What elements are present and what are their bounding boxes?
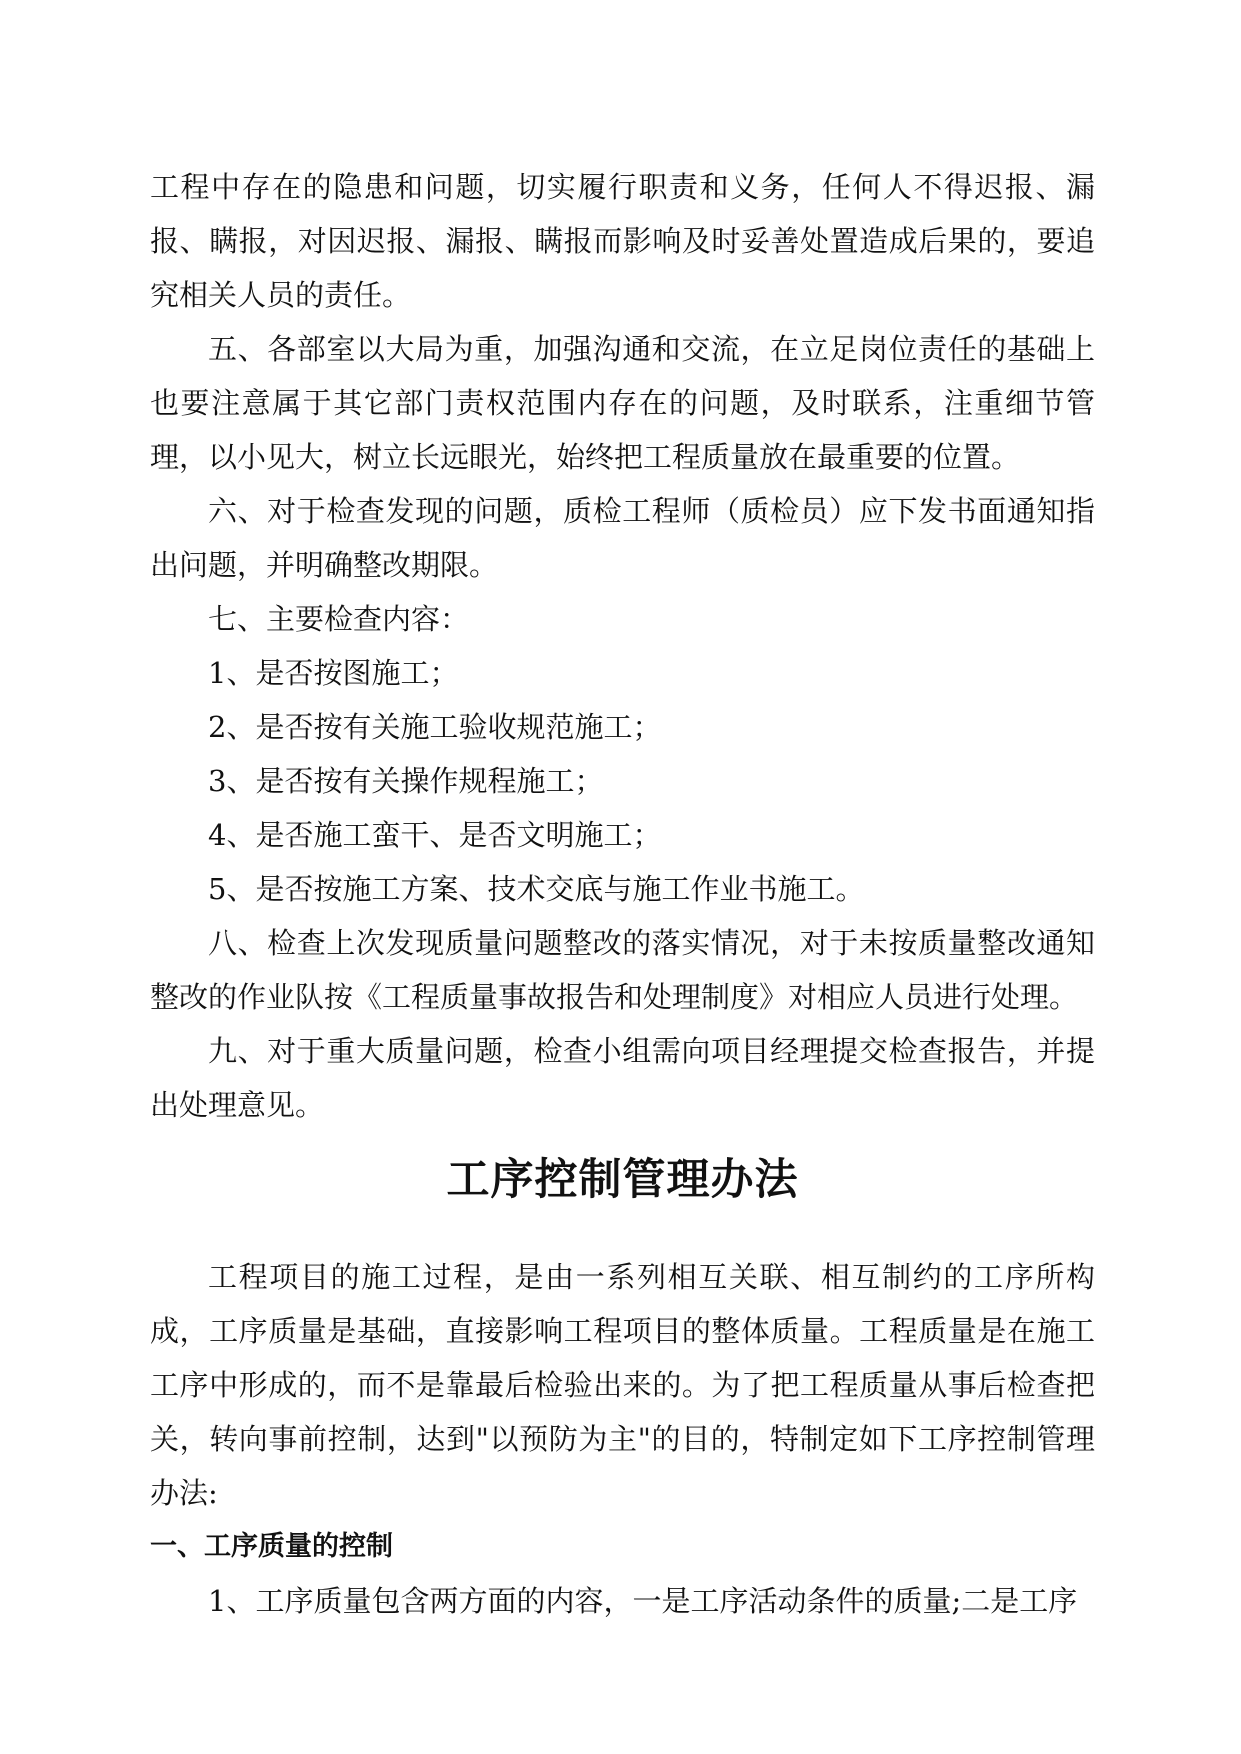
intro-paragraph: 工程项目的施工过程，是由一系列相互关联、相互制约的工序所构成，工序质量是基础，直接影响工程项目的整体质量。工程质量是在施工工序中形成的，而不是靠最后检验出来的。为了把工程质量从事后检查把关，转向事前控制，达到"以预防为主"的目的，特制定如下工序控制管理办法:: [150, 1260, 1095, 1510]
document-title: 工序控制管理办法: [446, 1155, 799, 1205]
paragraph-item-5: 五、各部室以大局为重，加强沟通和交流，在立足岗位责任的基础上也要注意属于其它部门责权范围内存在的问题，及时联系，注重细节管理，以小见大，树立长远眼光，始终把工程质量放在最重要的位置。: [150, 332, 1095, 474]
section-heading: 一、工序质量的控制: [150, 1531, 393, 1562]
paragraph-continuation: 工程中存在的隐患和问题，切实履行职责和义务，任何人不得迟报、漏报、瞒报，对因迟报、漏报、瞒报而影响及时妥善处置造成后果的，要追究相关人员的责任。: [150, 170, 1095, 312]
list-item-1: 1、是否按图施工；: [208, 656, 459, 690]
document-page: [150, 160, 1095, 1628]
section-paragraph: 1、工序质量包含两方面的内容，一是工序活动条件的质量;二是工序: [208, 1584, 1078, 1618]
paragraph-item-8: 八、检查上次发现质量问题整改的落实情况，对于未按质量整改通知整改的作业队按《工程质量事故报告和处理制度》对相应人员进行处理。: [150, 926, 1095, 1014]
list-item-5: 5、是否按施工方案、技术交底与施工作业书施工。: [208, 872, 865, 906]
paragraph-item-6: 六、对于检查发现的问题，质检工程师（质检员）应下发书面通知指出问题，并明确整改期限。: [150, 494, 1095, 582]
list-item-3: 3、是否按有关操作规程施工；: [208, 764, 604, 798]
paragraph-item-9: 九、对于重大质量问题，检查小组需向项目经理提交检查报告，并提出处理意见。: [150, 1034, 1095, 1122]
list-item-4: 4、是否施工蛮干、是否文明施工；: [208, 818, 662, 852]
list-item-2: 2、是否按有关施工验收规范施工；: [208, 710, 662, 744]
paragraph-item-7: 七、主要检查内容：: [208, 602, 470, 636]
